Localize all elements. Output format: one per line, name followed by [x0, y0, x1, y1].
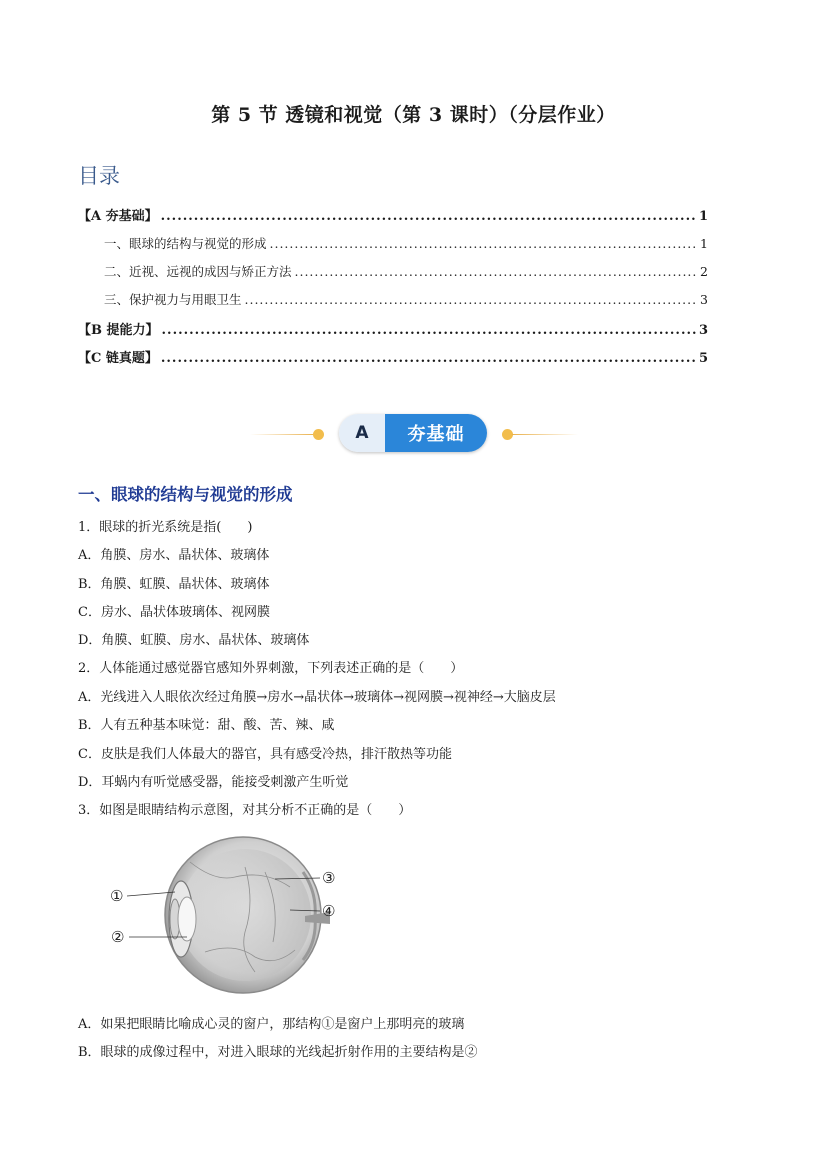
- toc-item-label: 三、保护视力与用眼卫生: [104, 292, 242, 307]
- question-option: C．房水、晶状体玻璃体、视网膜: [78, 605, 270, 620]
- toc-item[interactable]: [78, 347, 708, 367]
- banner-letter: A: [339, 414, 385, 452]
- question-option: D．角膜、虹膜、房水、晶状体、玻璃体: [78, 633, 310, 648]
- toc-leader-dots: [161, 351, 696, 366]
- toc-item-page: 1: [698, 209, 708, 224]
- toc-leader-dots: [161, 209, 696, 224]
- toc-item[interactable]: [104, 262, 708, 282]
- toc-item[interactable]: [78, 319, 708, 339]
- question-option: A．如果把眼睛比喻成心灵的窗户，那结构①是窗户上那明亮的玻璃: [78, 1017, 465, 1032]
- toc-leader-dots: [162, 323, 696, 338]
- banner-pill: [339, 414, 487, 452]
- toc-item-label: 一、眼球的结构与视觉的形成: [104, 236, 267, 251]
- question-option: B．人有五种基本味觉：甜、酸、苦、辣、咸: [78, 718, 335, 733]
- figure-label-2: ②: [111, 928, 125, 946]
- eye-structure-figure: [105, 832, 355, 997]
- question-option: B．角膜、虹膜、晶状体、玻璃体: [78, 577, 270, 592]
- question-option: D．耳蜗内有听觉感受器，能接受刺激产生听觉: [78, 775, 349, 790]
- toc-leader-dots: [295, 264, 698, 279]
- banner-dot-left: [313, 429, 324, 440]
- banner-line-right: [512, 434, 578, 435]
- toc-item-page: 5: [698, 351, 708, 366]
- toc-item-page: 1: [700, 236, 708, 251]
- section-banner: [0, 412, 827, 456]
- toc-item-page: 3: [700, 292, 708, 307]
- figure-label-4: ④: [322, 902, 336, 920]
- toc-item-label: 【B 提能力】: [78, 323, 159, 338]
- question-option: A．光线进入人眼依次经过角膜→房水→晶状体→玻璃体→视网膜→视神经→大脑皮层: [78, 690, 556, 705]
- question-stem: 3．如图是眼睛结构示意图，对其分析不正确的是（ ）: [78, 803, 412, 818]
- lens: [178, 897, 196, 941]
- question-option: A．角膜、房水、晶状体、玻璃体: [78, 548, 270, 563]
- question-stem: 2．人体能通过感觉器官感知外界刺激，下列表述正确的是（ ）: [78, 661, 464, 676]
- page-title: 第 5 节 透镜和视觉（第 3 课时）（分层作业）: [211, 104, 616, 126]
- banner-line-left: [250, 434, 316, 435]
- toc-leader-dots: [245, 292, 698, 307]
- toc-item-label: 二、近视、远视的成因与矫正方法: [104, 264, 292, 279]
- section-heading: 一、眼球的结构与视觉的形成: [78, 485, 293, 504]
- banner-text: 夯基础: [385, 414, 487, 452]
- toc-heading: 目录: [78, 164, 120, 188]
- toc-item-page: 3: [698, 323, 708, 338]
- figure-label-3: ③: [322, 869, 336, 887]
- toc-item[interactable]: [104, 290, 708, 310]
- eye-diagram: [105, 832, 355, 997]
- toc-item[interactable]: [104, 234, 708, 254]
- toc-item[interactable]: [78, 205, 708, 225]
- toc-item-label: 【C 链真题】: [78, 351, 158, 366]
- question-option: C．皮肤是我们人体最大的器官，具有感受冷热，排汗散热等功能: [78, 747, 452, 762]
- toc-item-page: 2: [700, 264, 708, 279]
- toc-leader-dots: [270, 236, 698, 251]
- question-stem: 1．眼球的折光系统是指( ): [78, 520, 253, 535]
- figure-label-1: ①: [110, 887, 124, 905]
- toc-item-label: 【A 夯基础】: [78, 209, 158, 224]
- question-option: B．眼球的成像过程中，对进入眼球的光线起折射作用的主要结构是②: [78, 1045, 478, 1060]
